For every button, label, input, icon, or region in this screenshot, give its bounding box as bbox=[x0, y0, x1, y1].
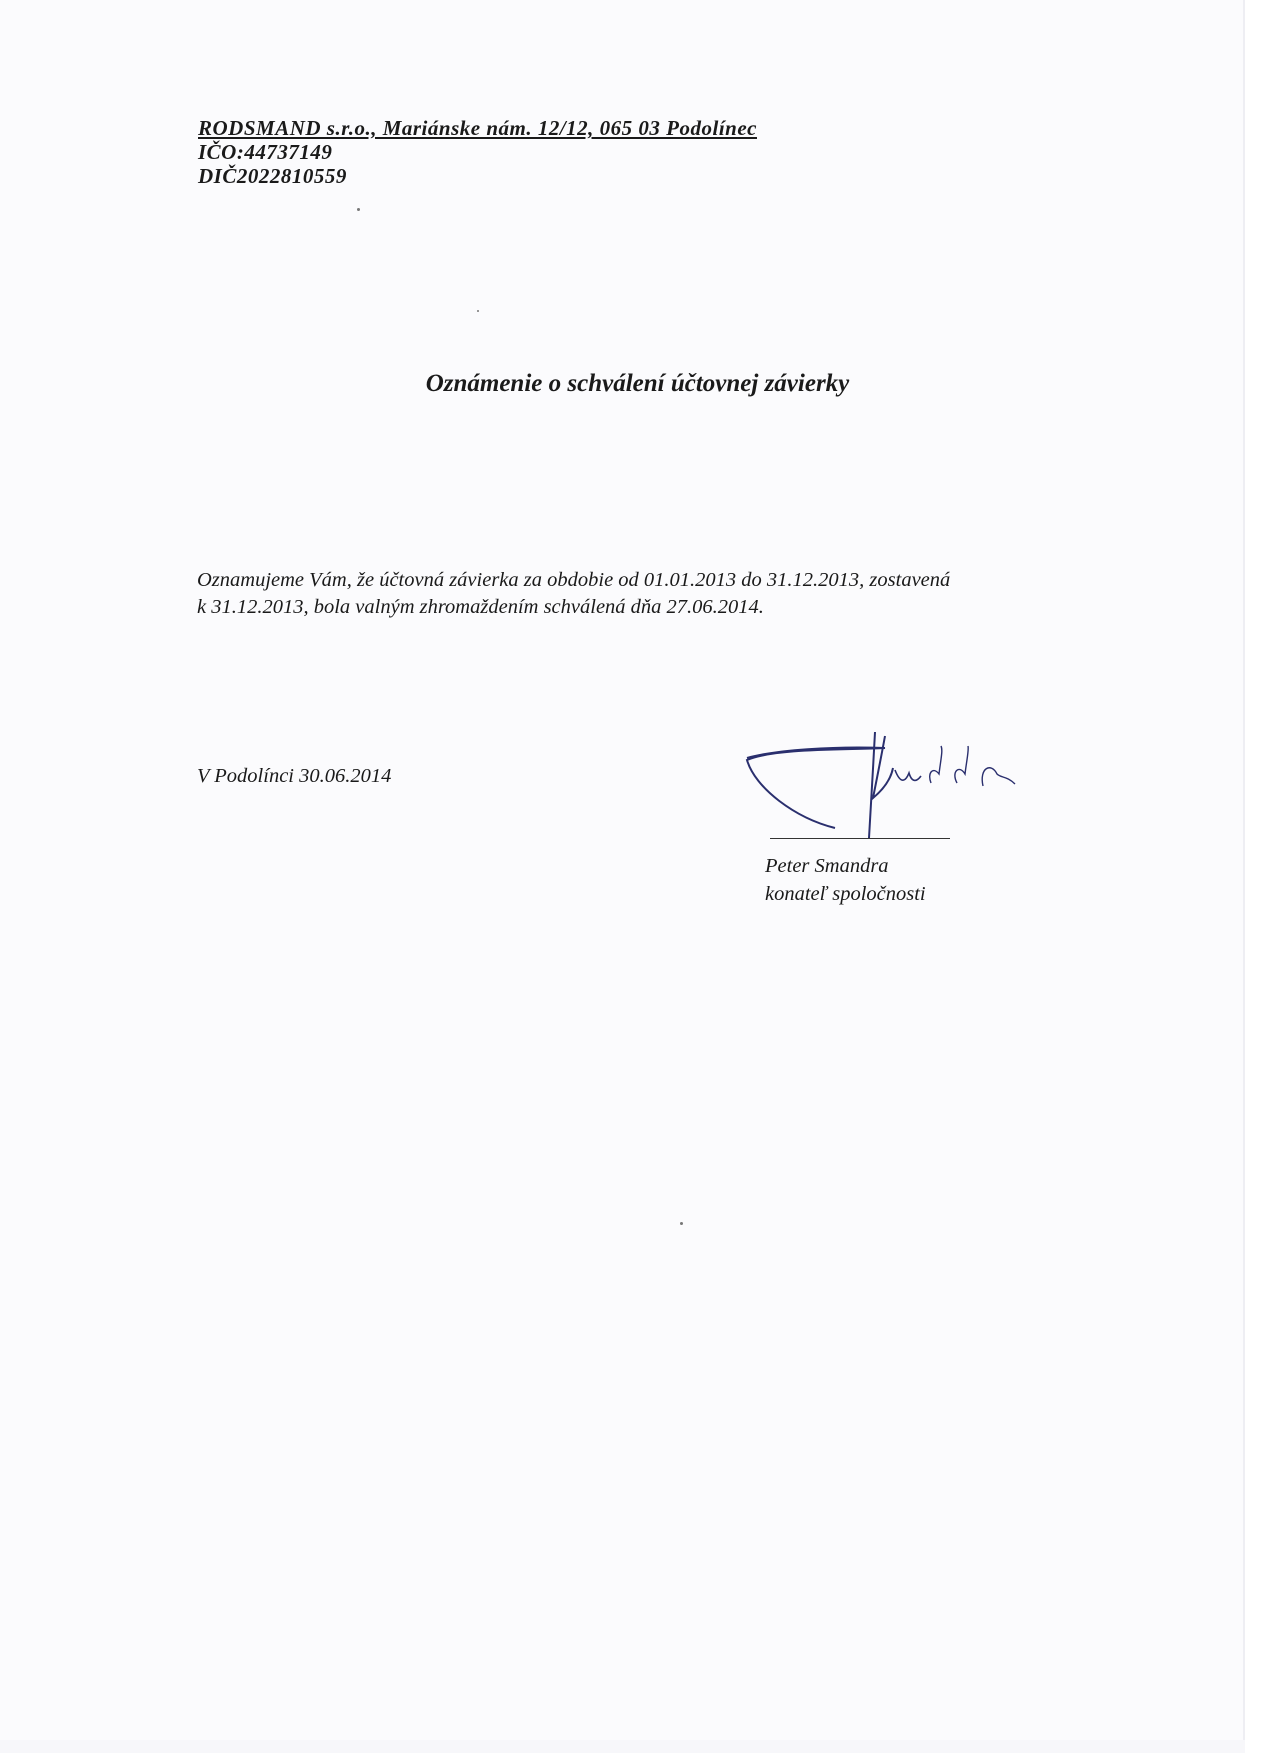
signer-block bbox=[765, 852, 926, 908]
company-ico: IČO:44737149 bbox=[198, 140, 333, 164]
place-and-date: V Podolínci 30.06.2014 bbox=[197, 765, 392, 787]
scan-speck bbox=[477, 310, 479, 312]
scan-margin bbox=[1245, 0, 1275, 1753]
signer-role: konateľ spoločnosti bbox=[765, 883, 926, 905]
handwritten-signature bbox=[735, 728, 1035, 838]
body-line-2: k 31.12.2013, bola valným zhromaždením schválená dňa 27.06.2014. bbox=[197, 596, 764, 618]
signature-line bbox=[770, 838, 950, 839]
company-header bbox=[198, 116, 757, 188]
scan-speck bbox=[357, 208, 360, 211]
scan-speck bbox=[680, 1222, 683, 1225]
document-title: Oznámenie o schválení účtovnej závierky bbox=[425, 370, 850, 397]
company-address: RODSMAND s.r.o., Mariánske nám. 12/12, 065 03 Podolínec bbox=[198, 116, 757, 140]
signer-name: Peter Smandra bbox=[765, 855, 889, 877]
company-dic: DIČ2022810559 bbox=[198, 164, 347, 188]
body-line-1: Oznamujeme Vám, že účtovná závierka za obdobie od 01.01.2013 do 31.12.2013, zostavená bbox=[197, 569, 951, 591]
body-paragraph bbox=[197, 567, 1117, 621]
